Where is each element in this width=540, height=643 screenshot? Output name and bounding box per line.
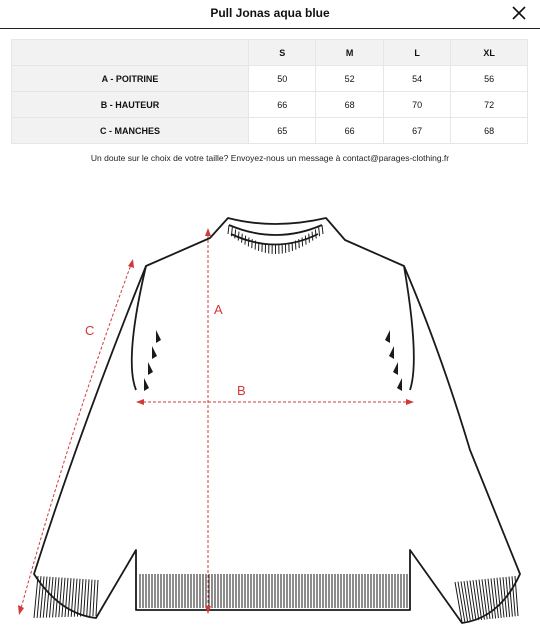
table-cell: 66 [316,118,383,144]
table-row [12,92,528,118]
table-row [12,66,528,92]
hem-ribbing [140,574,407,608]
row-label: A - POITRINE [12,66,249,92]
right-cuff-ribbing [455,576,518,622]
table-cell: 72 [451,92,528,118]
table-cell: 65 [249,118,316,144]
table-cell: 52 [316,66,383,92]
measure-line-c [20,262,132,612]
modal-title: Pull Jonas aqua blue [210,6,330,20]
size-help-note: Un doute sur le choix de votre taille? Envoyez-nous un message à contact@parages-clothing.fr [90,153,450,163]
table-header-row [12,40,528,66]
sweater-outline [34,218,520,623]
row-label: B - HAUTEUR [12,92,249,118]
table-cell: 68 [451,118,528,144]
table-cell: 68 [316,92,383,118]
label-b: B [237,383,246,398]
row-label: C - MANCHES [12,118,249,144]
sweater-diagram [0,190,540,643]
side-seam-marks [144,330,402,391]
table-row [12,118,528,144]
measure-lines [18,228,414,615]
label-a: A [214,302,223,317]
modal-header [0,0,540,29]
table-cell: 66 [249,92,316,118]
size-table [11,39,528,144]
table-header-empty [12,40,249,66]
table-cell: 67 [383,118,450,144]
table-cell: 50 [249,66,316,92]
left-cuff-ribbing [34,576,98,618]
table-header-xl: XL [451,40,528,66]
table-header-m: M [316,40,383,66]
table-cell: 70 [383,92,450,118]
table-cell: 56 [451,66,528,92]
table-header-l: L [383,40,450,66]
close-icon[interactable] [510,4,528,22]
table-cell: 54 [383,66,450,92]
table-header-s: S [249,40,316,66]
label-c: C [85,323,95,338]
